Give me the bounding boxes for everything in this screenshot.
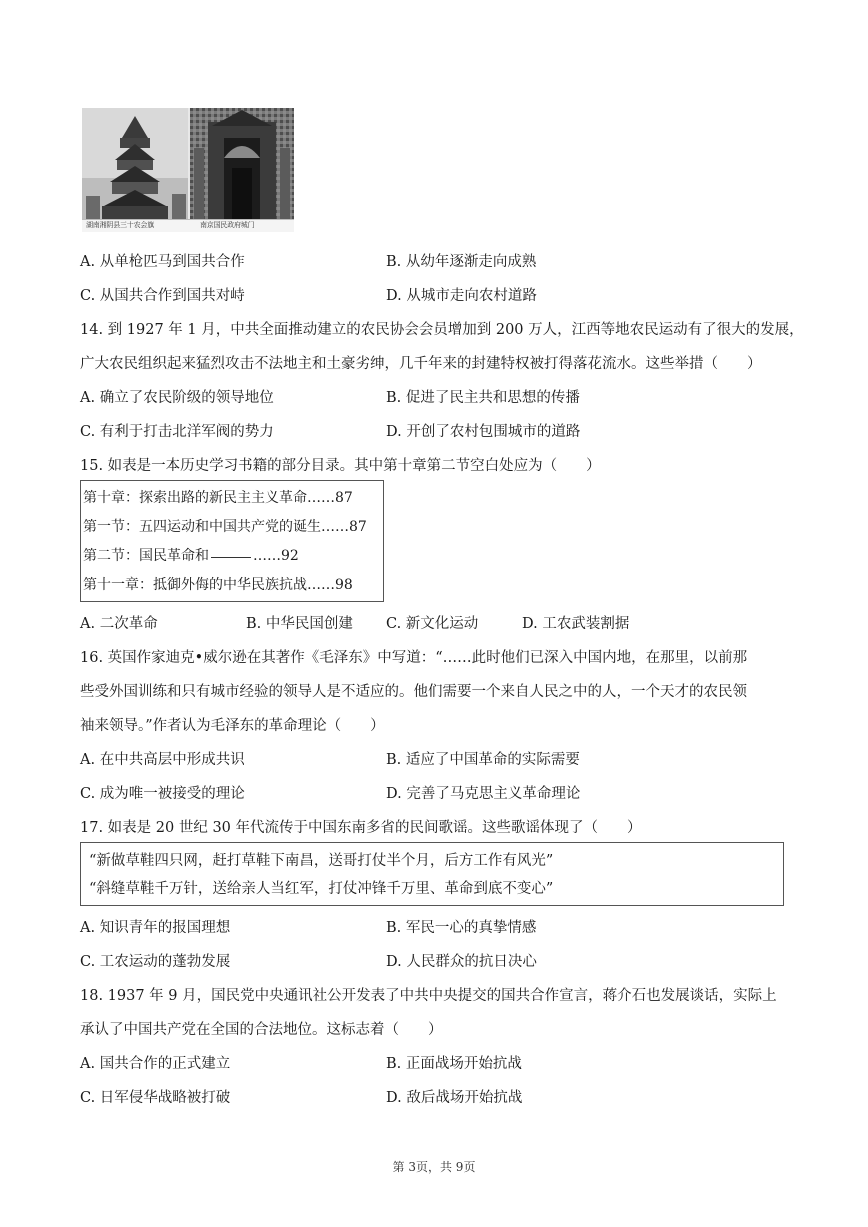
photo-illustration: [82, 108, 294, 232]
q15-option-a: A. 二次革命: [80, 616, 158, 632]
q17-option-c: C. 工农运动的蓬勃发展: [80, 954, 231, 970]
photo-caption-left: 湖南湘阴县三十农会旗: [86, 221, 154, 229]
historical-photos-figure: [82, 108, 294, 232]
q15-blank: [211, 556, 251, 558]
q17-song-line-1: “新做草鞋四只网，赶打草鞋下南昌，送哥打仗半个月，后方工作有风光”: [89, 853, 554, 869]
q15-table-row-1: 第十章：探索出路的新民主主义革命……87: [83, 490, 353, 506]
q14-option-b: B. 促进了民主共和思想的传播: [386, 390, 580, 406]
q17-option-d: D. 人民群众的抗日决心: [386, 954, 537, 970]
q16-stem-line1: 16. 英国作家迪克•威尔逊在其著作《毛泽东》中写道：“……此时他们已深入中国内地，在那里，以前那: [80, 650, 748, 666]
q14-option-a: A. 确立了农民阶级的领导地位: [80, 390, 274, 406]
q16-option-a: A. 在中共高层中形成共识: [80, 752, 245, 768]
q15-stem: 15. 如表是一本历史学习书籍的部分目录。其中第十章第二节空白处应为（ ）: [80, 458, 601, 474]
q16-option-c: C. 成为唯一被接受的理论: [80, 786, 245, 802]
q18-option-d: D. 敌后战场开始抗战: [386, 1090, 523, 1106]
q15-table-row-3-prefix: 第二节：国民革命和: [83, 548, 209, 564]
q16-option-d: D. 完善了马克思主义革命理论: [386, 786, 581, 802]
q18-stem-line1: 18. 1937 年 9 月，国民党中央通讯社公开发表了中共中央提交的国共合作宣言，蒋介石也发展谈话，实际上: [80, 988, 777, 1004]
q16-option-b: B. 适应了中国革命的实际需要: [386, 752, 580, 768]
q17-option-b: B. 军民一心的真挚情感: [386, 920, 537, 936]
page-footer: 第 3页，共 9页: [392, 1160, 476, 1174]
q15-option-c: C. 新文化运动: [386, 616, 479, 632]
q13-option-b: B. 从幼年逐渐走向成熟: [386, 254, 537, 270]
q15-table-row-4: 第十一章：抵御外侮的中华民族抗战……98: [83, 577, 353, 593]
q17-song-box: [80, 842, 784, 906]
q15-table-row-3-suffix: ……92: [253, 548, 299, 564]
q17-stem: 17. 如表是 20 世纪 30 年代流传于中国东南多省的民间歌谣。这些歌谣体现了（ ）: [80, 820, 642, 836]
q18-stem-line2: 承认了中国共产党在全国的合法地位。这标志着（ ）: [80, 1022, 443, 1038]
q18-option-a: A. 国共合作的正式建立: [80, 1056, 231, 1072]
q18-option-c: C. 日军侵华战略被打破: [80, 1090, 231, 1106]
q16-stem-line3: 袖来领导。”作者认为毛泽东的革命理论（ ）: [80, 718, 385, 734]
q13-option-d: D. 从城市走向农村道路: [386, 288, 537, 304]
q16-stem-line2: 些受外国训练和只有城市经验的领导人是不适应的。他们需要一个来自人民之中的人，一个天才的农民领: [80, 684, 747, 700]
q14-stem-line2: 广大农民组织起来猛烈攻击不法地主和土豪劣绅，几千年来的封建特权被打得落花流水。这些举措（ ）: [80, 356, 762, 372]
q14-option-c: C. 有利于打击北洋军阀的势力: [80, 424, 274, 440]
q18-option-b: B. 正面战场开始抗战: [386, 1056, 522, 1072]
q15-contents-table: [80, 480, 384, 602]
q15-option-d: D. 工农武装割据: [522, 616, 630, 632]
photo-caption-right: 南京国民政府城门: [200, 221, 255, 229]
q17-option-a: A. 知识青年的报国理想: [80, 920, 231, 936]
q14-stem-line1: 14. 到 1927 年 1 月，中共全面推动建立的农民协会会员增加到 200 万人，江西等地农民运动有了很大的发展，: [80, 322, 804, 338]
q17-song-line-2: “斜缝草鞋千万针，送给亲人当红军，打仗冲锋千万里、革命到底不变心”: [89, 881, 554, 897]
q14-option-d: D. 开创了农村包围城市的道路: [386, 424, 581, 440]
q15-table-row-2: 第一节：五四运动和中国共产党的诞生……87: [83, 519, 367, 535]
photo-caption-strip: [82, 219, 294, 232]
q13-option-c: C. 从国共合作到国共对峙: [80, 288, 245, 304]
q15-table-row-3: [83, 545, 299, 565]
q13-option-a: A. 从单枪匹马到国共合作: [80, 254, 245, 270]
q15-option-b: B. 中华民国创建: [246, 616, 353, 632]
